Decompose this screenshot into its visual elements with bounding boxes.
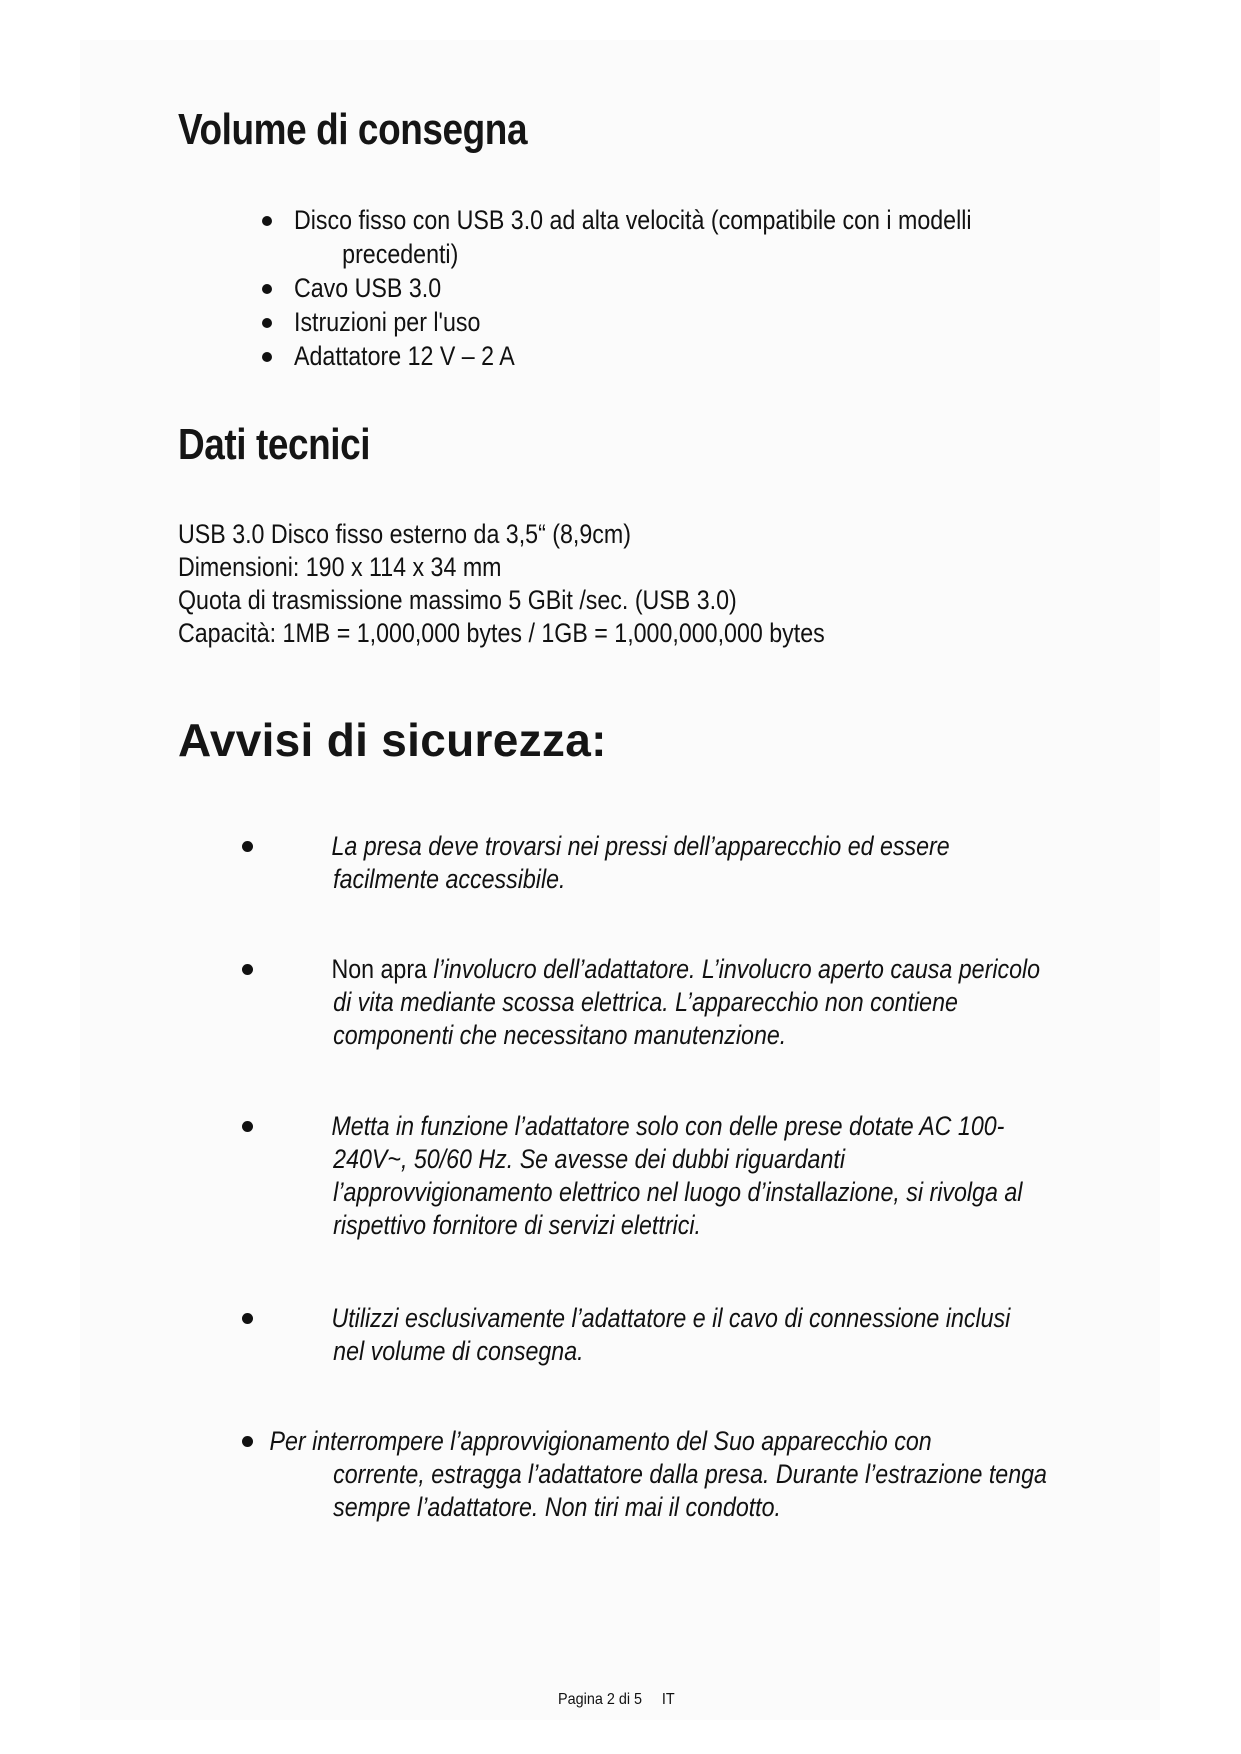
safety-item xyxy=(242,953,1122,1052)
safety-text: l’involucro dell’adattatore. L’involucro aperto causa pericolo xyxy=(426,954,1041,984)
spec-line: Quota di trasmissione massimo 5 GBit /sec. (USB 3.0) xyxy=(178,585,737,615)
spec-line: Capacità: 1MB = 1,000,000 bytes / 1GB = 1,000,000,000 bytes xyxy=(178,618,825,648)
list-item xyxy=(262,305,1082,339)
safety-text-upright: Non apra xyxy=(331,954,427,984)
safety-text: l’approvvigionamento elettrico nel luogo d’installazione, si rivolga al xyxy=(333,1177,1023,1207)
delivery-list xyxy=(262,203,1082,373)
safety-text: di vita mediante scossa elettrica. L’apparecchio non contiene xyxy=(333,987,958,1017)
safety-item xyxy=(242,1425,1122,1524)
heading-technical-data: Dati tecnici xyxy=(178,420,371,469)
list-item-text: Adattatore 12 V – 2 A xyxy=(294,341,515,371)
list-item xyxy=(262,271,1082,305)
bullet-icon xyxy=(262,216,272,226)
safety-text: componenti che necessitano manutenzione. xyxy=(333,1020,787,1050)
safety-text: rispettivo fornitore di servizi elettrici. xyxy=(333,1210,701,1240)
safety-text: facilmente accessibile. xyxy=(333,864,566,894)
safety-item xyxy=(242,1302,1122,1368)
heading-safety-notices: Avvisi di sicurezza: xyxy=(178,714,607,766)
bullet-icon xyxy=(262,318,272,328)
safety-text: nel volume di consegna. xyxy=(333,1336,584,1366)
list-item xyxy=(262,339,1082,373)
safety-text: La presa deve trovarsi nei pressi dell’apparecchio ed essere xyxy=(331,831,950,861)
page-number: Pagina 2 di 5 xyxy=(558,1691,643,1708)
safety-text: Metta in funzione l’adattatore solo con delle prese dotate AC 100- xyxy=(331,1111,1005,1141)
heading-delivery-volume: Volume di consegna xyxy=(178,105,528,154)
list-item-text: Istruzioni per l'uso xyxy=(294,307,481,337)
bullet-icon xyxy=(262,352,272,362)
list-item xyxy=(262,203,1082,271)
list-item-text: Cavo USB 3.0 xyxy=(294,273,442,303)
safety-text: corrente, estragga l’adattatore dalla presa. Durante l’estrazione tenga xyxy=(333,1459,1047,1489)
safety-text-first xyxy=(242,953,1041,986)
safety-text: sempre l’adattatore. Non tiri mai il condotto. xyxy=(333,1492,782,1522)
safety-item xyxy=(242,830,1122,896)
safety-text: Per interrompere l’approvvigionamento del Suo apparecchio con xyxy=(269,1426,932,1456)
spec-line: Dimensioni: 190 x 114 x 34 mm xyxy=(178,552,502,582)
technical-specs xyxy=(178,518,930,650)
safety-item xyxy=(242,1110,1122,1242)
page-footer xyxy=(558,1691,675,1709)
bullet-icon xyxy=(262,284,272,294)
spec-line: USB 3.0 Disco fisso esterno da 3,5“ (8,9cm) xyxy=(178,519,631,549)
list-item-text-continued: precedenti) xyxy=(342,239,459,269)
safety-text: Utilizzi esclusivamente l’adattatore e il cavo di connessione inclusi xyxy=(331,1303,1011,1333)
safety-text: 240V~, 50/60 Hz. Se avesse dei dubbi riguardanti xyxy=(333,1144,845,1174)
language-code: IT xyxy=(661,1691,675,1708)
list-item-text: Disco fisso con USB 3.0 ad alta velocità (compatibile con i modelli xyxy=(294,205,972,235)
